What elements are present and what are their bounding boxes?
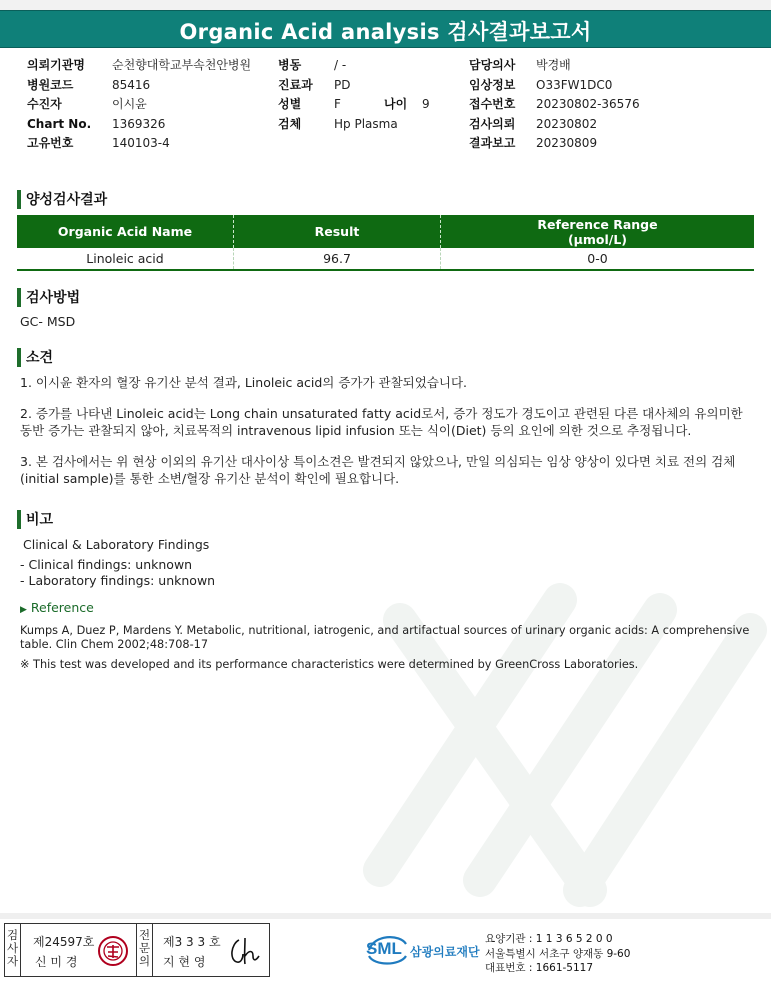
specialist-no: 제3 3 3 호: [163, 935, 221, 949]
info-value: 박경배: [536, 58, 571, 72]
info-label: 수진자: [27, 97, 62, 111]
section-title: 양성검사결과: [26, 192, 108, 208]
info-label: 진료과: [278, 77, 313, 92]
report-title: Organic Acid analysis 검사결과보고서: [179, 20, 592, 44]
info-label: 의뢰기관명: [27, 58, 85, 72]
finding-2b: 동반 증가는 관찰되지 않아, 치료목적의 intravenous lipid infusion 또는 식이(Diet) 등의 요인에 의한 것으로 추정됩니다.: [20, 423, 692, 438]
reference-text-1: Kumps A, Duez P, Mardens Y. Metabolic, nutritional, iatrogenic, and artifactual sources of urinary organic acids: A comprehensive: [20, 624, 750, 637]
info-value: O33FW1DC0: [536, 77, 613, 92]
info-label: 결과보고: [469, 136, 516, 150]
section-title: 비고: [26, 512, 54, 528]
info-value: 1369326: [112, 116, 166, 131]
label-char: 자: [6, 954, 19, 968]
section-title: 소견: [26, 350, 54, 366]
info-label: 담당의사: [469, 58, 516, 72]
info-value: 20230809: [536, 136, 598, 150]
label-char: 사: [6, 941, 19, 955]
info-value: 20230802: [536, 116, 598, 131]
result-table: [17, 215, 754, 271]
section-bar: [17, 190, 21, 209]
title-bar: [0, 10, 771, 48]
clinical-findings: - Clinical findings: unknown: [20, 557, 193, 572]
info-col-2: [278, 56, 430, 134]
col-header-range: [441, 215, 755, 248]
info-label: 임상정보: [469, 77, 516, 92]
watermark-logo: [360, 540, 771, 920]
cell-range: 0-0: [441, 248, 755, 270]
age-label: 나이: [384, 97, 408, 111]
reference-heading: [20, 599, 94, 619]
cell-name: Linoleic acid: [17, 248, 234, 270]
section-positive-results: [17, 189, 107, 209]
label-char: 문: [138, 941, 151, 955]
range-header-label: Reference Range: [537, 216, 658, 232]
footer-separator: [0, 913, 771, 919]
reference-text-2: table. Clin Chem 2002;48:708-17: [20, 638, 209, 651]
section-bar: [17, 348, 21, 367]
info-value: / -: [334, 58, 347, 72]
info-value: 85416: [112, 77, 151, 92]
section-bar: [17, 510, 21, 529]
table-row: [17, 248, 754, 270]
finding-3b: (initial sample)를 통한 소변/혈장 유기산 분석이 확인에 필요합니다.: [20, 471, 400, 486]
org-address-block: [485, 932, 630, 976]
finding-3a: 3. 본 검사에서는 위 현상 이외의 유기산 대사이상 특이소견은 발견되지 않았으나, 만일 의심되는 임상 양상이 있다면 치료 전의 검체: [20, 454, 736, 469]
info-value: PD: [334, 77, 351, 92]
finding-2a: 2. 증가를 나타낸 Linoleic acid는 Long chain unsaturated fatty acid로서, 증가 정도가 경도이고 관련된 다른 대사체의 유의미한: [20, 406, 743, 421]
examiner-label: [5, 924, 21, 976]
org-code: 요양기관 : 1 1 3 6 5 2 0 0: [485, 933, 613, 945]
org-address: 서울특별시 서초구 양재동 9-60: [485, 947, 631, 960]
label-char: 전: [138, 928, 151, 942]
specialist-label: [137, 924, 153, 976]
info-label: 검사의뢰: [469, 116, 516, 131]
info-label: 병원코드: [27, 77, 74, 92]
info-label: 병동: [278, 58, 302, 72]
info-value: 순천향대학교부속천안병원: [112, 58, 252, 72]
col-header-result: Result: [234, 215, 441, 248]
info-label: 고유번호: [27, 136, 74, 150]
section-title: 검사방법: [26, 290, 81, 306]
cell-result: 96.7: [234, 248, 441, 270]
info-col-3: [469, 56, 640, 154]
org-phone: 대표번호 : 1661-5117: [485, 962, 594, 974]
label-char: 의: [138, 954, 151, 968]
sml-logo: [366, 932, 406, 968]
examiner-name: 신 미 경: [35, 955, 78, 969]
reference-label: Reference: [30, 600, 94, 615]
label-char: 검: [6, 928, 19, 942]
section-remarks: [17, 509, 53, 529]
top-gap: [0, 0, 771, 10]
info-value: F: [334, 97, 341, 111]
section-method: [17, 287, 80, 307]
info-label: 성별: [278, 97, 302, 111]
seal-stamp-icon: [97, 935, 129, 967]
info-value: 20230802-36576: [536, 97, 640, 111]
info-label: 검체: [278, 116, 302, 131]
test-note: ※ This test was developed and its performance characteristics were determined by GreenCross Laboratories.: [20, 658, 639, 671]
triangle-bullet-icon: ▶: [20, 605, 27, 615]
section-bar: [17, 288, 21, 307]
info-label: 접수번호: [469, 97, 516, 111]
range-header-unit: (μmol/L): [567, 231, 628, 247]
remarks-heading: Clinical & Laboratory Findings: [23, 537, 210, 552]
signature-box: [4, 923, 270, 977]
signature-mark: [225, 934, 265, 968]
info-col-1: [27, 56, 251, 154]
logo-text: SML: [366, 939, 402, 958]
age-value: 9: [422, 97, 430, 111]
specialist-name: 지 현 영: [163, 955, 206, 969]
laboratory-findings: - Laboratory findings: unknown: [20, 573, 216, 588]
col-header-name: Organic Acid Name: [17, 215, 234, 248]
org-name: 삼광의료재단: [410, 945, 480, 959]
examiner-no: 제24597호: [33, 935, 95, 949]
section-findings: [17, 347, 53, 367]
info-label: Chart No.: [27, 116, 92, 131]
method-text: GC- MSD: [20, 314, 76, 329]
finding-1: 1. 이시윤 환자의 혈장 유기산 분석 결과, Linoleic acid의 증가가 관찰되었습니다.: [20, 375, 468, 390]
info-value: 이시윤: [112, 97, 147, 111]
info-value: 140103-4: [112, 136, 170, 150]
info-value: Hp Plasma: [334, 116, 398, 131]
